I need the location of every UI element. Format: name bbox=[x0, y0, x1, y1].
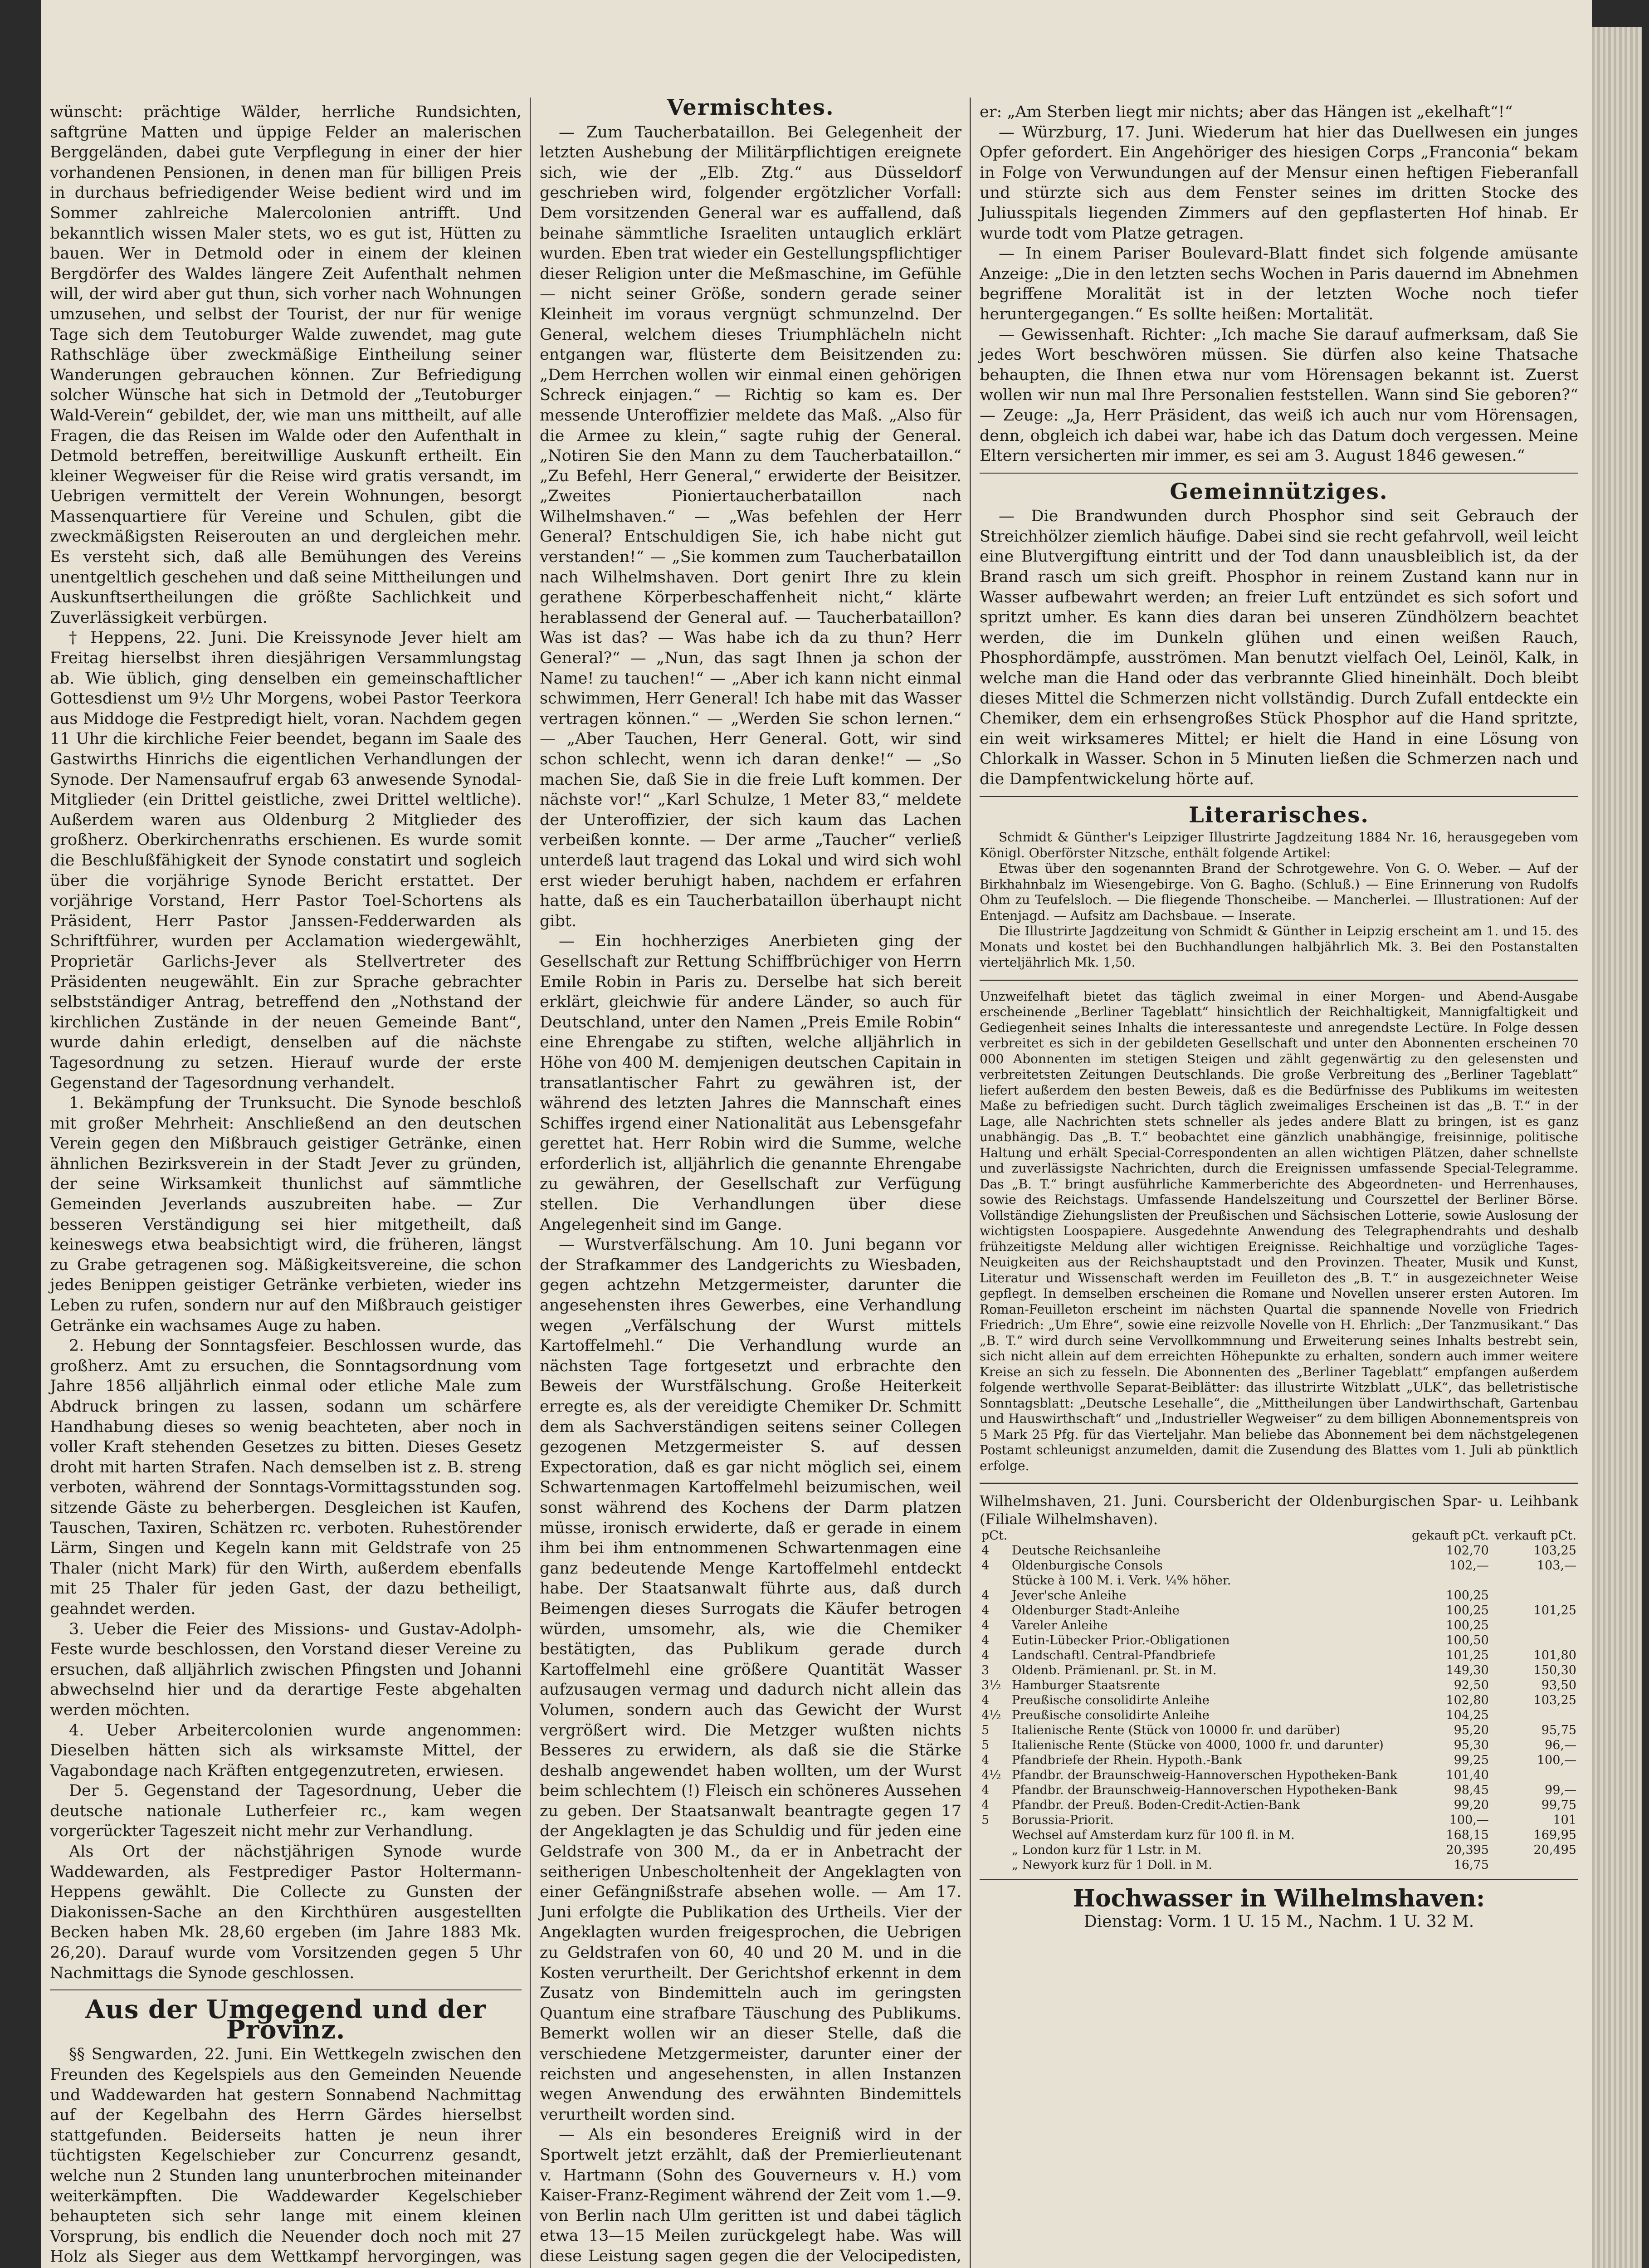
section-divider bbox=[980, 473, 1578, 474]
section-divider bbox=[980, 796, 1578, 797]
table-cell: 150,30 bbox=[1533, 1663, 1576, 1678]
table-cell bbox=[1491, 1768, 1578, 1783]
literary-notice bbox=[980, 830, 1578, 971]
table-cell: 101,25 bbox=[1446, 1648, 1489, 1663]
table-cell: 168,15 bbox=[1446, 1828, 1489, 1843]
table-cell: 4 bbox=[981, 1603, 990, 1618]
table-cell: 100,25 bbox=[1446, 1589, 1489, 1603]
table-cell: Pfandbr. der Braunschweig-Hannoverschen Hypotheken-Bank bbox=[1011, 1783, 1398, 1798]
table-cell: 102,80 bbox=[1446, 1693, 1489, 1708]
table-row bbox=[980, 1588, 1578, 1603]
table-cell: 4 bbox=[981, 1559, 990, 1573]
table-cell: Stücke à 100 M. i. Verk. ¼% höher. bbox=[1011, 1574, 1231, 1588]
column-header: verkauft pCt. bbox=[1494, 1529, 1576, 1543]
stock-table bbox=[980, 1528, 1578, 1872]
table-cell: 5 bbox=[981, 1813, 990, 1828]
column-1 bbox=[50, 102, 522, 2268]
table-row bbox=[980, 1798, 1578, 1813]
table-cell: 3 bbox=[981, 1663, 990, 1678]
section-heading-vermischtes: Vermischtes. bbox=[667, 95, 834, 120]
article-paragraph: — Zum Taucherbataillon. Bei Gelegenheit der letzten Aushebung der Militärpflichtigen ereignete sich, wie der „Elb. Ztg.“ aus Düsseldorf geschrieben wird, folgender ergötzlicher Vorfall: Dem vorsitzenden General war es auffallend, daß beinahe sämmtliche Israeliten untauglich erklärt wurden. Eben trat wieder ein Gestellungspflichtiger dieser Religion unter die Meßmaschine, im Gefühle — nicht seiner Größe, sondern gerade seiner Kleinheit im voraus vergnügt schmunzelnd. Der General, welchem dieses Triumphlächeln nicht entgangen war, flüsterte dem Beisitzenden zu: „Dem Herrchen wollen wir einmal einen gehörigen Schreck einjagen.“ — Richtig so kam es. Der messende Unteroffizier meldete das Maß. „Also für die Armee zu klein,“ sagte ruhig der General. „Notiren Sie den Mann zu dem Taucherbataillon.“ „Zu Befehl, Herr General,“ erwiderte der Beisitzer. „Zweites Pioniertaucherbataillon nach Wilhelmshaven.“ — „Was befehlen der Herr General? Entschuldigen Sie, ich habe nicht gut verstanden!“ — „Sie kommen zum Taucherbataillon nach Wilhelmshaven. Dort genirt Ihre zu klein gerathene Körperbeschaffenheit nicht,“ klärte herablassend der General auf. — Taucherbataillon? Was ist das? — Was habe ich da zu thun? Herr General?“ — „Nun, das sagt Ihnen ja schon der Name! zu tauchen!“ — „Aber ich kann nicht einmal schwimmen, Herr General! Ich habe mit das Wasser vertragen können.“ — „Werden Sie schon lernen.“ — „Aber Tauchen, Herr General. Gott, wir sind schon schlecht, wenn ich daran denke!“ — „So machen Sie, daß Sie in die freie Luft kommen. Der nächste vor!“ „Karl Schulze, 1 Meter 83,“ meldete der Unteroffizier, der sich kaum das Lachen verbeißen konnte. — Der arme „Taucher“ verließ unterdeß laut tragend das Lokal und wird sich wohl erst wieder beruhigt haben, nachdem er erfahren hatte, daß es ein Taucherbataillon überhaupt nicht gibt. bbox=[540, 123, 961, 930]
table-cell: Pfandbr. der Preuß. Boden-Credit-Actien-Bank bbox=[1011, 1798, 1300, 1813]
article-paragraph: — Als ein besonderes Ereigniß wird in der Sportwelt jetzt erzählt, daß der Premierlieutenant v. Hartmann (Sohn des Gouverneurs v. H.) vom Kaiser-Franz-Regiment während der Zeit vom 1.—9. von Berlin nach Ulm geritten ist und dabei täglich etwa 13—15 Meilen zurückgelegt habe. Was will diese Leistung sagen gegen die der Velocipedisten, bbox=[540, 2126, 961, 2265]
table-cell: Pfandbr. der Braunschweig-Hannoverschen Hypotheken-Bank bbox=[1011, 1768, 1398, 1783]
table-cell: 20,395 bbox=[1446, 1843, 1489, 1857]
column-3 bbox=[980, 102, 1578, 1932]
table-cell bbox=[1408, 1573, 1491, 1588]
table-cell: 4 bbox=[981, 1798, 990, 1813]
table-row bbox=[980, 1633, 1578, 1648]
table-cell: 100,25 bbox=[1446, 1618, 1489, 1633]
table-cell bbox=[1491, 1588, 1578, 1603]
table-cell bbox=[1491, 1633, 1578, 1648]
section-heading-literarisches: Literarisches. bbox=[1188, 802, 1370, 828]
table-row bbox=[980, 1813, 1578, 1828]
table-cell: 102,70 bbox=[1446, 1544, 1489, 1558]
hochwasser-times: Dienstag: Vorm. 1 U. 15 M., Nachm. 1 U. 32 M. bbox=[1083, 1912, 1474, 1931]
table-row bbox=[980, 1783, 1578, 1798]
column-header: pCt. bbox=[981, 1529, 1008, 1543]
section-heading-provinz: Aus der Umgegend und der Provinz. bbox=[85, 1994, 487, 2045]
table-cell: 5 bbox=[981, 1738, 990, 1753]
stock-report-title: Wilhelmshaven, 21. Juni. Coursbericht der Oldenburgischen Spar- u. Leihbank (Filiale Wilhelmshaven). bbox=[980, 1492, 1578, 1528]
table-cell bbox=[1491, 1618, 1578, 1633]
table-cell: 100,25 bbox=[1446, 1603, 1489, 1618]
table-cell: 4 bbox=[981, 1589, 990, 1603]
section-divider bbox=[50, 1989, 522, 1990]
table-row bbox=[980, 1723, 1578, 1738]
literary-title: Schmidt & Günther's Leipziger Illustrirte Jagdzeitung 1884 Nr. 16, herausgegeben vom Königl. Oberförster Nitzsche, enthält folgende Artikel: bbox=[980, 830, 1578, 860]
table-row bbox=[980, 1648, 1578, 1663]
table-cell: 149,30 bbox=[1446, 1663, 1489, 1678]
literary-contents: Etwas über den sogenannten Brand der Schrotgewehre. Von G. O. Weber. — Auf der Birkhahnbalz im Wiesengebirge. Von G. Bagho. (Schluß.) — Eine Erinnerung von Rudolfs Ohm zu Teufelsloch. — Die fliegende Thonscheibe. — Mancherlei. — Illustrationen: Auf der Entenjagd. — Aufsitz am Dachsbaue. — Inserate. bbox=[980, 861, 1578, 923]
table-cell: 95,30 bbox=[1454, 1738, 1489, 1753]
section-heading-gemeinnuetziges: Gemeinnütziges. bbox=[1170, 479, 1388, 504]
column-2 bbox=[540, 95, 961, 2268]
table-cell: 4 bbox=[981, 1648, 990, 1663]
table-row bbox=[980, 1708, 1578, 1723]
table-cell: 102,— bbox=[1449, 1559, 1489, 1573]
advertisement-text: Unzweifelhaft bietet das täglich zweimal in einer Morgen- und Abend-Ausgabe erscheinende „Berliner Tageblatt“ hinsichtlich der Reichhaltigkeit, Mannigfaltigkeit und Gediegenheit seines Inhalts die interessanteste und anregendste Lectüre. In Folge dessen verbreitet es sich in der gebildeten Gesellschaft und unter den Abonnenten erscheinen 70 000 Abonnenten im stetigen Steigen und zählt gegenwärtig zu den gelesensten und verbreitetsten Zeitungen Deutschlands. Die große Verbreitung des „Berliner Tageblatt“ liefert außerdem den besten Beweis, daß es die Bedürfnisse des Publikums im weitesten Maße zu befriedigen sucht. Durch täglich zweimaliges Erscheinen ist das „B. T.“ in der Lage, alle Nachrichten stets schneller als jedes andere Blatt zu bringen, ist es ganz unabhängig. Das „B. T.“ beobachtet eine gänzlich unabhängige, freisinnige, politische Haltung und erhält Special-Correspondenten an allen wichtigen Plätzen, daher schnellste und zuverlässigste Nachrichten, durch die Ereignissen umfassende Special-Telegramme. Das „B. T.“ bringt ausführliche Kammerberichte des Abgeordneten- und Herrenhauses, sowie des Reichstags. Umfassende Handelszeitung und Courszettel der Berliner Börse. Vollständige Ziehungslisten der Preußischen und Sächsischen Lotterie, sowie Auslosung der wichtigsten Loospapiere. Ausgedehnte Anwendung des Telegraphendrahts und deshalb frühzeitigste Meldung aller wichtigen Ereignisse. Reichhaltige und vorzügliche Tages-Neuigkeiten aus der Reichshauptstadt und den Provinzen. Theater, Musik und Kunst, Literatur und Wissenschaft werden im Feuilleton des „B. T.“ in ausgezeichneter Weise gepflegt. In demselben erscheinen die Romane und Novellen unserer ersten Autoren. Im Roman-Feuilleton erscheint im nächsten Quartal die spannende Novelle von Friedrich Friedrich: „Um Ehre“, sowie eine reizvolle Novelle von H. Ehrlich: „Der Tanzmusikant.“ Das „B. T.“ wird durch seine Vervollkommnung und Erweiterung seines Inhalts bestrebt sein, sich nicht allein auf dem erreichten Höhepunkte zu erhalten, sondern auch immer weitere Kreise an sich zu fesseln. Die Abonnenten des „Berliner Tageblatt“ empfangen außerdem folgende werthvolle Separat-Beiblätter: das illustrirte Witzblatt „ULK“, das belletristische Sonntagsblatt: „Deutsche Lesehalle“, die „Mittheilungen über Landwirthschaft, Gartenbau und Hauswirthschaft“ und „Industrieller Wegweiser“ zu dem billigen Abonnementspreis von 5 Mark 25 Pfg. für das Vierteljahr. Man beliebe das Abonnement bei dem nächstgelegenen Postamt schleunigst anzumelden, damit die Zusendung des Blattes vom 1. Juli ab pünktlich erfolge. bbox=[980, 988, 1578, 1473]
table-row bbox=[980, 1857, 1578, 1872]
section-divider bbox=[980, 1879, 1578, 1880]
table-cell: 103,25 bbox=[1533, 1693, 1576, 1708]
article-paragraph: — Wurstverfälschung. Am 10. Juni begann vor der Strafkammer des Landgerichts zu Wiesbaden, gegen achtzehn Metzgermeister, darunter die angesehensten ihres Gewerbes, eine Verhandlung wegen „Verfälschung der Wurst mittels Kartoffelmehl.“ Die Verhandlung wurde an nächsten Tage fortgesetzt und erbrachte den Beweis der Wurstfälschung. Große Heiterkeit erregte es, als der vereidigte Chemiker Dr. Schmitt dem als Sachverständigen seitens seiner Collegen gezogenen Metzgermeister S. auf dessen Expectoration, daß es gar nicht möglich sei, einem Schwartenmagen Kartoffelmehl beizumischen, weil sonst während des Kochens der Darm platzen müsse, ironisch erwiderte, daß er gerade in einem ihm bei ihm entnommenen Schwartenmagen eine ganz bedeutende Menge Kartoffelmehl entdeckt habe. Der Staatsanwalt führte aus, daß durch Beimengen dieses Surrogats die Käufer betrogen würden, umsomehr, als, wie die Chemiker bestätigten, das Publikum gerade durch Kartoffelmehl eine größere Quantität Wasser aufzusaugen vermag und dadurch nicht allein das Volumen, sondern auch das Gewicht der Wurst vergrößert wird. Die Metzger wußten nichts Besseres zu erwidern, als daß sie die Stärke deshalb angewendet haben wollten, um der Wurst beim schlechtem (!) Fleisch ein schöneres Aussehen zu geben. Der Staatsanwalt beantragte gegen 17 der Angeklagten je das Schuldig und für jeden eine Geldstrafe von 300 M., da er in Anbetracht der seitherigen Unbescholtenheit der Angeklagten von einer Gefängnißstrafe absehen wolle. — Am 17. Juni erfolgte die Publikation des Urtheils. Vier der Angeklagten wurden freigesprochen, die Uebrigen zu Geldstrafen von 60, 40 und 20 M. und in die Kosten verurtheilt. Der Gerichtshof erkennt in dem Zusatz von Bindemitteln auch im geringsten Quantum eine strafbare Täuschung des Publikums. Bemerkt wollen wir an dieser Stelle, daß die verschiedene Metzgermeister, darunter einer der reichsten und angesehensten, in allen Instanzen wegen Anwendung des erwähnten Bindemittels verurtheilt worden sind. bbox=[540, 1236, 961, 2124]
table-row bbox=[980, 1663, 1578, 1678]
column-header: gekauft pCt. bbox=[1411, 1529, 1489, 1543]
table-cell: 98,45 bbox=[1454, 1783, 1489, 1798]
newspaper-page bbox=[41, 0, 1592, 2268]
table-cell bbox=[980, 1843, 1010, 1857]
article-paragraph: — Die Brandwunden durch Phosphor sind seit Gebrauch der Streichhölzer ziemlich häufige. Dabei sind sie recht gefahrvoll, weil leicht eine Blutvergiftung eintritt und der Tod dann unausbleiblich ist, da der Brand rasch um sich greift. Phosphor in reinem Zustand kann nur in Wasser aufbewahrt werden; an freier Luft entzündet es sich sofort und spritzt umher. Es kann dies daran bei unseren Zündhölzern beachtet werden, die im Dunkeln glühen und einen weißen Rauch, Phosphordämpfe, ausströmen. Man benutzt vielfach Oel, Leinöl, Kalk, in welche man die Hand oder das verbrannte Glied hineinhält. Doch bleibt dieses Mittel die Schmerzen nicht vollständig. Durch Zufall entdeckte ein Chemiker, dem ein erhsengroßes Stück Phosphor auf die Hand spritzte, ein weit wirksameres Mittel; er hielt die Hand in eine Lösung von Chlorkalk in Wasser. Schon in 5 Minuten ließen die Schmerzen nach und die Dampfentwickelung hörte auf. bbox=[980, 507, 1578, 788]
table-cell: Pfandbriefe der Rhein. Hypoth.-Bank bbox=[1011, 1753, 1242, 1768]
table-cell: Eutin-Lübecker Prior.-Obligationen bbox=[1011, 1633, 1230, 1648]
table-cell: 16,75 bbox=[1454, 1858, 1489, 1872]
table-row bbox=[980, 1843, 1578, 1857]
table-cell bbox=[1491, 1857, 1578, 1872]
advertisement-berliner-tageblatt bbox=[980, 989, 1578, 1474]
table-cell: 4 bbox=[981, 1693, 990, 1708]
table-cell: 101,40 bbox=[1446, 1768, 1489, 1783]
table-row bbox=[980, 1693, 1578, 1708]
table-cell: 5 bbox=[981, 1723, 990, 1738]
table-row bbox=[980, 1558, 1578, 1573]
table-cell: 101 bbox=[1553, 1813, 1576, 1828]
table-cell: 95,75 bbox=[1541, 1723, 1576, 1738]
table-row bbox=[980, 1573, 1578, 1588]
table-cell: 93,50 bbox=[1541, 1678, 1576, 1693]
article-paragraph: 4. Ueber Arbeitercolonien wurde angenommen: Dieselben hätten sich als wirksamste Mittel, der Vagabondage nach Kräften entgegenzutreten, erwiesen. bbox=[50, 1721, 522, 1780]
article-paragraph: §§ Sengwarden, 22. Juni. Ein Wettkegeln zwischen den Freunden des Kegelspiels aus den Gemeinden Neuende und Waddewarden hat gestern Sonnabend Nachmittag auf der Kegelbahn des Herrn Gärdes hierselbst stattgefunden. Beiderseits hatten je neun ihrer tüchtigsten Kegelschieber zur Concurrenz gesandt, welche nun 2 Stunden lang ununterbrochen miteinander weiterkämpften. Die Waddewarder Kegelschieber behaupteten sich sehr lange mit einem kleinen Vorsprung, bis endlich die Neuender doch noch mit 27 Holz als Sieger aus dem Wettkampf hervorgingen, was bbox=[50, 2045, 522, 2266]
table-cell: 3½ bbox=[981, 1678, 1001, 1693]
table-cell: 103,25 bbox=[1533, 1544, 1576, 1558]
table-cell: Jever'sche Anleihe bbox=[1011, 1589, 1127, 1603]
table-cell: 99,75 bbox=[1541, 1798, 1576, 1813]
table-cell bbox=[980, 1857, 1010, 1872]
table-cell: 4½ bbox=[981, 1708, 1001, 1723]
table-row bbox=[980, 1678, 1578, 1693]
article-paragraph: — Würzburg, 17. Juni. Wiederum hat hier das Duellwesen ein junges Opfer gefordert. Ein Angehöriger des hiesigen Corps „Franconia“ bekam in Folge von Verwundungen auf der Mensur einen heftigen Fieberanfall und stürzte sich aus dem Fenster seines im dritten Stocke des Juliusspitals liegenden Zimmers auf den gepflasterten Hof hinab. Er wurde todt vom Platze getragen. bbox=[980, 123, 1578, 243]
article-paragraph: 3. Ueber die Feier des Missions- und Gustav-Adolph-Feste wurde beschlossen, den Vorstand dieser Vereine zu ersuchen, daß alljährlich zwischen Pfingsten und Johanni abwechselnd hier und da derartige Feste abgehalten werden möchten. bbox=[50, 1620, 522, 1719]
table-cell: Preußische consolidirte Anleihe bbox=[1011, 1693, 1210, 1708]
table-cell: 101,80 bbox=[1533, 1648, 1576, 1663]
table-cell: 96,— bbox=[1545, 1738, 1576, 1753]
table-cell: 104,25 bbox=[1446, 1708, 1489, 1723]
table-cell: 100,50 bbox=[1446, 1633, 1489, 1648]
table-row bbox=[980, 1753, 1578, 1768]
section-divider bbox=[980, 1482, 1578, 1484]
article-paragraph: 1. Bekämpfung der Trunksucht. Die Synode beschloß mit großer Mehrheit: Anschließend an den deutschen Verein gegen den Mißbrauch geistiger Getränke, einen ähnlichen Bezirksverein in der Stadt Jever zu gründen, der seine Wirksamkeit thunlichst auf sämmtliche Gemeinden Jeverlands auszubreiten habe. — Zur besseren Verständigung sei hier mitgetheilt, daß keineswegs etwa beabsichtigt wird, die früheren, längst zu Grabe getragenen sog. Mäßigkeitsvereine, die schon jedes Benippen geistiger Getränke verbieten, wieder ins Leben zu rufen, sondern nur auf den Mißbrauch geistiger Getränke ein wachsames Auge zu haben. bbox=[50, 1094, 522, 1335]
article-paragraph: — Ein hochherziges Anerbieten ging der Gesellschaft zur Rettung Schiffbrüchiger von Herrn Emile Robin in Paris zu. Derselbe hat sich bereit erklärt, gleichwie für andere Länder, so auch für Deutschland, unter den Namen „Preis Emile Robin“ eine Ehrengabe zu stiften, welche alljährlich in Höhe von 400 M. demjenigen deutschen Capitain in transatlantischer Fahrt zu gewähren ist, der während des letzten Jahres die Mannschaft eines Schiffes irgend einer Nationalität aus Lebensgefahr gerettet hat. Herr Robin wird die Summe, welche erforderlich ist, alljährlich die genannte Ehrengabe zu gewähren, der Gesellschaft zur Verfügung stellen. Die Verhandlungen über diese Angelegenheit sind im Gange. bbox=[540, 932, 961, 1234]
table-cell: Oldenburgische Consols bbox=[1011, 1559, 1163, 1573]
article-paragraph: 2. Hebung der Sonntagsfeier. Beschlossen wurde, das großherz. Amt zu ersuchen, die Sonntagsordnung vom Jahre 1856 alljährlich einmal oder etliche Male zum Abdruck bringen zu lassen, sodann um schärfere Handhabung dieses so wenig beachteten, aber noch in voller Kraft stehenden Gesetzes zu bitten. Dieses Gesetz droht mit harten Strafen. Nach demselben ist z. B. streng verboten, während der Sonntags-Vormittagsstunden sog. sitzende Gäste zu beherbergen. Desgleichen ist Kaufen, Tauschen, Taxiren, Schätzen rc. verboten. Ruhestörender Lärm, Singen und Kegeln kann mit Geldstrafe von 25 Thaler (nicht Mark) für den Wirth, außerdem ebenfalls mit 25 Thaler für jeden Gast, der dazu betheiligt, geahndet werden. bbox=[50, 1337, 522, 1618]
table-cell: Deutsche Reichsanleihe bbox=[1011, 1544, 1161, 1558]
table-cell: 92,50 bbox=[1454, 1678, 1489, 1693]
table-cell: Landschaftl. Central-Pfandbriefe bbox=[1011, 1648, 1216, 1663]
table-cell bbox=[980, 1573, 1010, 1588]
table-cell: Wechsel auf Amsterdam kurz für 100 fl. in M. bbox=[1011, 1828, 1295, 1843]
section-divider bbox=[980, 979, 1578, 981]
table-row bbox=[980, 1828, 1578, 1843]
column-rule bbox=[970, 98, 971, 2268]
page-edge bbox=[1592, 27, 1642, 2268]
table-cell: 99,— bbox=[1545, 1783, 1576, 1798]
table-cell: 4 bbox=[981, 1753, 990, 1768]
table-cell: „ London kurz für 1 Lstr. in M. bbox=[1011, 1843, 1202, 1857]
table-cell: 4 bbox=[981, 1618, 990, 1633]
table-cell: 4 bbox=[981, 1783, 990, 1798]
article-paragraph: Der 5. Gegenstand der Tagesordnung, Ueber die deutsche nationale Lutherfeier rc., kam wegen vorgerückter Tageszeit nicht mehr zur Verhandlung. bbox=[50, 1782, 522, 1841]
table-cell bbox=[980, 1828, 1010, 1843]
table-cell: 20,495 bbox=[1533, 1843, 1576, 1857]
table-row bbox=[980, 1618, 1578, 1633]
column-rule bbox=[530, 98, 531, 2268]
table-cell bbox=[1491, 1708, 1578, 1723]
table-cell: Preußische consolidirte Anleihe bbox=[1011, 1708, 1210, 1723]
table-cell: 4 bbox=[981, 1633, 990, 1648]
table-cell: 4½ bbox=[981, 1768, 1001, 1783]
literary-note: Die Illustrirte Jagdzeitung von Schmidt & Günther in Leipzig erscheint am 1. und 15. des Monats und kostet bei den Buchhandlungen halbjährlich Mk. 3. Bei den Postanstalten vierteljährlich Mk. 1,50. bbox=[980, 924, 1578, 970]
table-cell: „ Newyork kurz für 1 Doll. in M. bbox=[1011, 1858, 1212, 1872]
table-cell: Oldenburger Stadt-Anleihe bbox=[1011, 1603, 1180, 1618]
article-paragraph: — Gewissenhaft. Richter: „Ich mache Sie darauf aufmerksam, daß Sie jedes Wort beschwören müssen. Sie dürfen also keine Thatsache behaupten, die Ihnen etwa nur vom Hörensagen bekannt ist. Zuerst wollen wir nun mal Ihre Personalien feststellen. Wann sind Sie geboren?“ — Zeuge: „Ja, Herr Präsident, das weiß ich auch nur vom Hörensagen, denn, obgleich ich dabei war, habe ich das Datum doch vergessen. Meine Eltern versicherten mir immer, es sei am 3. August 1846 gewesen.“ bbox=[980, 325, 1578, 465]
article-paragraph: wünscht: prächtige Wälder, herrliche Rundsichten, saftgrüne Matten und üppige Felder an malerischen Berggeländen, dabei gute Verpflegung in einer der hier vorhandenen Pensionen, in denen man für billigen Preis in durchaus befriedigender Weise bedient wird und im Sommer zahlreiche Malercolonien antrifft. Und bekanntlich wissen Maler stets, wo es gut ist, Hütten zu bauen. Wer in Detmold oder in einem der kleinen Bergdörfer des Waldes längere Zeit Aufenthalt nehmen will, der wird aber gut thun, sich vorher nach Wohnungen umzusehen, und selbst der Tourist, der nur für wenige Tage sich dem Teutoburger Walde zuwendet, mag gute Rathschläge über zweckmäßige Eintheilung seiner Wanderungen gebrauchen können. Zur Befriedigung solcher Wünsche hat sich in Detmold der „Teutoburger Wald-Verein“ gebildet, der, wie man uns mittheilt, auf alle Fragen, die das Reisen im Walde oder den Aufenthalt in Detmold betreffen, bereitwillige Auskunft ertheilt. Ein kleiner Wegweiser für die Reise wird gratis versandt, im Uebrigen vermittelt der Verein Wohnungen, besorgt Massenquartiere für Vereine und Schulen, gibt die zweckmäßigsten Reiserouten an und dergleichen mehr. Es versteht sich, daß alle Bemühungen des Vereins unentgeltlich geschehen und daß seine Mittheilungen und Auskunftsertheilungen die größte Sachlichkeit und Zuverlässigkeit verbürgen. bbox=[50, 103, 522, 627]
table-cell: 101,25 bbox=[1533, 1603, 1576, 1618]
hochwasser-title: Hochwasser in Wilhelmshaven: bbox=[1073, 1885, 1485, 1913]
table-cell: 100,— bbox=[1537, 1753, 1576, 1768]
article-paragraph: er: „Am Sterben liegt mir nichts; aber das Hängen ist „ekelhaft“!“ bbox=[980, 103, 1513, 121]
table-cell: 4 bbox=[981, 1544, 990, 1558]
table-cell: 169,95 bbox=[1533, 1828, 1576, 1843]
table-cell: Vareler Anleihe bbox=[1011, 1618, 1108, 1633]
table-cell: 100,— bbox=[1449, 1813, 1489, 1828]
table-cell: 95,20 bbox=[1454, 1723, 1489, 1738]
table-cell: Italienische Rente (Stücke von 4000, 1000 fr. und darunter) bbox=[1011, 1738, 1384, 1753]
table-row bbox=[980, 1543, 1578, 1558]
table-row bbox=[980, 1738, 1578, 1753]
table-cell: Italienische Rente (Stück von 10000 fr. und darüber) bbox=[1011, 1723, 1341, 1738]
table-cell: Borussia-Priorit. bbox=[1011, 1813, 1114, 1828]
article-paragraph: — In einem Pariser Boulevard-Blatt findet sich folgende amüsante Anzeige: „Die in den letzten sechs Wochen in Paris dauernd im Abnehmen begriffene Moralität ist in der letzten Woche noch tiefer heruntergegangen.“ Es sollte heißen: Mortalität. bbox=[980, 244, 1578, 323]
table-cell: 99,25 bbox=[1454, 1753, 1489, 1768]
table-cell: Oldenb. Prämienanl. pr. St. in M. bbox=[1011, 1663, 1217, 1678]
table-cell bbox=[1491, 1573, 1578, 1588]
table-cell: 99,20 bbox=[1454, 1798, 1489, 1813]
table-row bbox=[980, 1603, 1578, 1618]
table-row bbox=[980, 1768, 1578, 1783]
article-paragraph: Als Ort der nächstjährigen Synode wurde Waddewarden, als Festprediger Pastor Holtermann-Heppens gewählt. Die Collecte zu Gunsten der Diakonissen-Sache an den Kirchthüren ausgestellten Becken haben Mk. 28,60 ergeben (im Jahre 1883 Mk. 26,20). Darauf wurde vom Vorsitzenden gegen 5 Uhr Nachmittags die Synode geschlossen. bbox=[50, 1843, 522, 1982]
table-cell: Hamburger Staatsrente bbox=[1011, 1678, 1160, 1693]
article-paragraph: † Heppens, 22. Juni. Die Kreissynode Jever hielt am Freitag hierselbst ihren diesjährigen Versammlungstag ab. Wie üblich, ging denselben ein gemeinschaftlicher Gottesdienst um 9½ Uhr Morgens, wobei Pastor Teerkora aus Middoge die Festpredigt hielt, voran. Nachdem gegen 11 Uhr die kirchliche Feier beendet, begann im Saale des Gastwirths Hinrichs die eigentlichen Verhandlungen der Synode. Der Namensaufruf ergab 63 anwesende Synodal-Mitglieder (ein Drittel geistliche, zwei Drittel weltliche). Außerdem waren aus Oldenburg 2 Mitglieder des großherz. Oberkirchenraths erschienen. Es wurde somit die Beschlußfähigkeit der Synode constatirt und sogleich über die vorjährige Synode Bericht erstattet. Der vorjährige Vorstand, Herr Pastor Toel-Schortens als Präsident, Herr Pastor Janssen-Fedderwarden als Schriftführer, wurden per Acclamation wiedergewählt, Proprietär Garlichs-Jever als Stellvertreter des Präsidenten neugewählt. Ein zur Sprache gebrachter selbstständiger Antrag, betreffend den „Nothstand der kirchlichen Zustände in der neuen Gemeinde Bant“, wurde dahin erledigt, denselben auf die nächste Tagesordnung zu setzen. Hierauf wurde der erste Gegenstand der Tagesordnung verhandelt. bbox=[50, 629, 522, 1092]
table-cell: 103,— bbox=[1537, 1559, 1576, 1573]
